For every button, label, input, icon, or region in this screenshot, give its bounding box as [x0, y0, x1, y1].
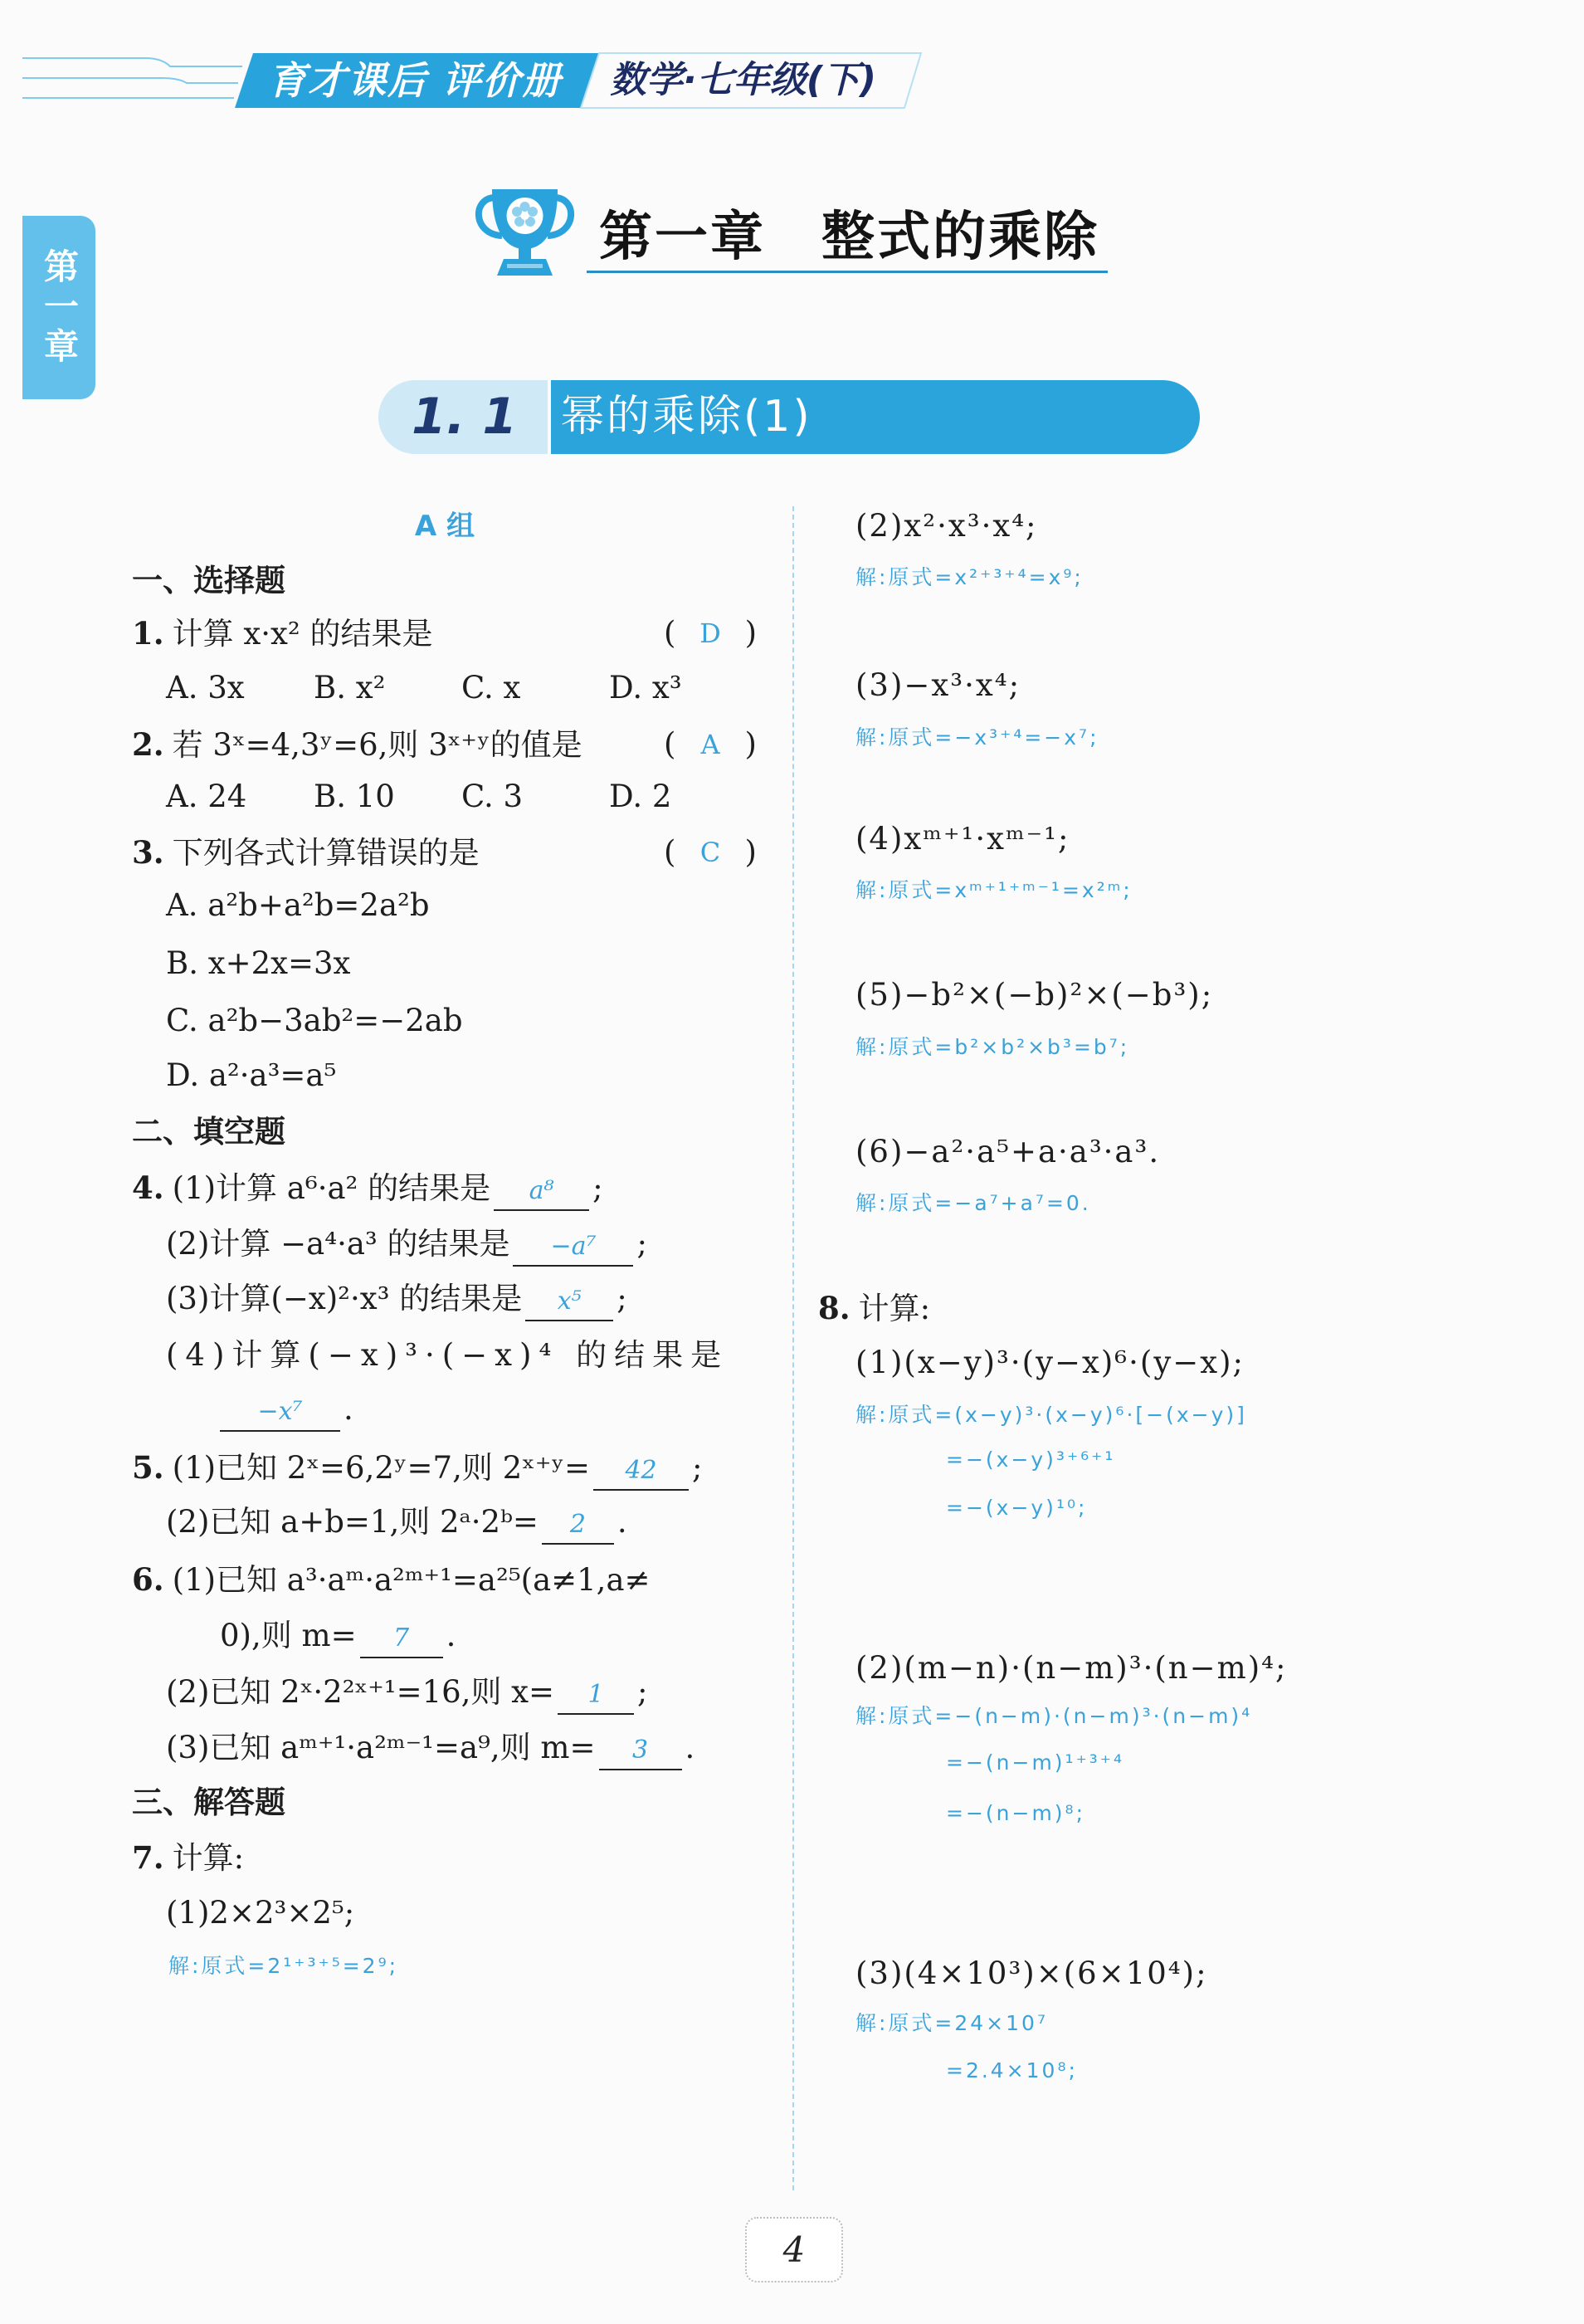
q6-item	[132, 1559, 651, 1600]
solution-line: 解:原式=x²⁺³⁺⁴=x⁹;	[855, 565, 1084, 589]
chapter-title: 第一章 整式的乘除	[599, 207, 1099, 268]
option: B. x²	[314, 670, 386, 706]
q6-item	[166, 1727, 695, 1769]
solution-line: =−(n−m)⁸;	[946, 1801, 1085, 1825]
option: D. 2	[609, 779, 672, 814]
q7-item: (3)−x³·x⁴;	[855, 667, 1021, 703]
option: B. x+2x=3x	[166, 945, 351, 981]
header-line	[22, 78, 238, 83]
answer-blank: −x⁷	[220, 1394, 340, 1432]
answer-blank: 2	[542, 1506, 614, 1545]
line-end: ;	[692, 1450, 703, 1486]
q1-stem	[132, 613, 433, 654]
question-text: 若 3ˣ=4,3ʸ=6,则 3ˣ⁺ʸ的值是	[172, 727, 582, 763]
solution-line: =−(x−y)¹⁰;	[946, 1496, 1088, 1520]
solution-line: 解:原式=2¹⁺³⁺⁵=2⁹;	[168, 1954, 399, 1978]
question-text: 下列各式计算错误的是	[172, 835, 480, 871]
option: D. x³	[609, 670, 682, 706]
question-text: (3)已知 aᵐ⁺¹·a²ᵐ⁻¹=a⁹,则 m=	[166, 1730, 596, 1765]
group-label: A 组	[414, 510, 475, 543]
series-title: 育才课后 评价册	[267, 58, 562, 103]
page-number: 4	[745, 2217, 843, 2282]
q1-answer: D	[699, 618, 721, 649]
q7-item: (1)2×2³×2⁵;	[166, 1895, 355, 1931]
paren-close: )	[744, 726, 757, 762]
answer-blank: 7	[360, 1620, 443, 1658]
option: B. 10	[314, 779, 395, 814]
q3-stem	[132, 832, 480, 873]
header-line	[22, 58, 242, 66]
solution-line: 解:原式=24×10⁷	[855, 2011, 1048, 2035]
q8-item: (3)(4×10³)×(6×10⁴);	[855, 1955, 1208, 1991]
q3-answer: C	[699, 837, 721, 868]
option: C. 3	[461, 779, 524, 814]
q2-answer: A	[700, 729, 720, 760]
line-end: .	[685, 1730, 695, 1765]
q1-options	[166, 667, 757, 709]
question-number: 1.	[132, 615, 164, 652]
paren-open: (	[664, 834, 676, 870]
section-number: 1. 1	[412, 388, 518, 446]
q2-options	[166, 776, 757, 818]
option: D. a²·a³=a⁵	[166, 1057, 337, 1093]
paren-open: (	[664, 726, 676, 762]
chapter-side-tab-label: 第一章	[39, 247, 80, 368]
trophy-base-band	[507, 264, 543, 268]
solution-line: =2.4×10⁸;	[946, 2058, 1078, 2082]
q2-stem	[132, 724, 582, 765]
question-text: 计算:	[858, 1291, 931, 1326]
answer-blank: 42	[593, 1452, 689, 1491]
question-text: (1)计算 a⁶·a² 的结果是	[172, 1170, 491, 1206]
q7-stem	[132, 1837, 244, 1878]
trophy-stem	[519, 248, 531, 260]
question-number: 2.	[132, 726, 164, 763]
answer-blank: x⁵	[525, 1283, 613, 1321]
solution-line: 解:原式=xᵐ⁺¹⁺ᵐ⁻¹=x²ᵐ;	[855, 878, 1133, 902]
option: C. x	[461, 670, 521, 706]
part-heading-fill: 二、填空题	[132, 1114, 285, 1150]
line-end: ;	[617, 1281, 627, 1316]
chapter-side-tab	[22, 216, 95, 399]
q8-stem	[818, 1287, 930, 1329]
trophy-icon	[469, 183, 581, 282]
option: A. 3x	[166, 670, 245, 706]
q5-item	[132, 1447, 703, 1488]
option: A. 24	[166, 779, 247, 814]
q7-item: (5)−b²×(−b)²×(−b³);	[855, 977, 1214, 1013]
line-end: ;	[637, 1674, 648, 1710]
option: C. a²b−3ab²=−2ab	[166, 1003, 463, 1038]
question-text: (1)已知 2ˣ=6,2ʸ=7,则 2ˣ⁺ʸ=	[172, 1450, 591, 1486]
q4-item	[132, 1167, 603, 1208]
question-number: 3.	[132, 834, 164, 871]
q6-item	[166, 1672, 648, 1713]
q6-item-continued	[220, 1615, 456, 1657]
solution-line: 解:原式=−a⁷+a⁷=0.	[855, 1191, 1091, 1215]
paren-close: )	[744, 615, 757, 651]
q8-item: (2)(m−n)·(n−m)³·(n−m)⁴;	[855, 1650, 1288, 1686]
question-number: 6.	[132, 1561, 164, 1598]
question-number: 5.	[132, 1449, 164, 1486]
q5-item	[166, 1501, 627, 1543]
line-end: .	[446, 1618, 456, 1653]
q3-answer-box	[664, 832, 757, 873]
line-end: .	[617, 1504, 627, 1540]
q4-item	[166, 1223, 647, 1265]
question-number: 8.	[818, 1290, 850, 1326]
solution-line: 解:原式=(x−y)³·(x−y)⁶·[−(x−y)]	[855, 1403, 1247, 1427]
question-text: (3)计算(−x)²·x³ 的结果是	[166, 1281, 523, 1316]
subject-title: 数学·七年级(下)	[610, 59, 876, 101]
question-text: (1)已知 a³·aᵐ·a²ᵐ⁺¹=a²⁵(a≠1,a≠	[172, 1562, 651, 1598]
question-number: 4.	[132, 1169, 164, 1206]
q7-item: (4)xᵐ⁺¹·xᵐ⁻¹;	[855, 821, 1070, 857]
question-text: (2)已知 2ˣ·2²ˣ⁺¹=16,则 x=	[166, 1674, 555, 1710]
q1-answer-box	[664, 613, 757, 654]
question-text: 计算:	[172, 1840, 245, 1876]
answer-blank: 3	[599, 1732, 682, 1770]
line-end: ;	[592, 1170, 603, 1206]
question-text: 0),则 m=	[220, 1618, 357, 1653]
answer-blank: a⁸	[494, 1173, 589, 1211]
q7-item: (2)x²·x³·x⁴;	[855, 508, 1038, 544]
solution-line: 解:原式=−(n−m)·(n−m)³·(n−m)⁴	[855, 1704, 1253, 1728]
chapter-title-underline	[587, 271, 1108, 273]
question-number: 7.	[132, 1839, 164, 1876]
column-divider	[792, 506, 794, 2190]
q4-item-continued	[217, 1389, 353, 1430]
q8-item: (1)(x−y)³·(y−x)⁶·(y−x);	[855, 1345, 1245, 1380]
part-heading-solve: 三、解答题	[132, 1784, 285, 1820]
solution-line: =−(n−m)¹⁺³⁺⁴	[946, 1750, 1125, 1775]
q4-item	[166, 1278, 627, 1320]
line-end: .	[344, 1391, 353, 1427]
question-text: (2)计算 −a⁴·a³ 的结果是	[166, 1226, 510, 1262]
q7-item: (6)−a²·a⁵+a·a³·a³.	[855, 1134, 1161, 1169]
question-text: (2)已知 a+b=1,则 2ᵃ·2ᵇ=	[166, 1504, 539, 1540]
paren-close: )	[744, 834, 757, 870]
solution-line: =−(x−y)³⁺⁶⁺¹	[946, 1448, 1116, 1472]
line-end: ;	[636, 1226, 647, 1262]
answer-blank: −a⁷	[513, 1228, 633, 1267]
q4-item: (4)计算(−x)³·(−x)⁴ 的结果是	[166, 1337, 729, 1373]
answer-blank: 1	[558, 1677, 634, 1715]
solution-line: 解:原式=b²×b²×b³=b⁷;	[855, 1035, 1130, 1059]
paren-open: (	[664, 615, 676, 651]
q2-answer-box	[664, 724, 757, 765]
question-text: 计算 x·x² 的结果是	[172, 616, 433, 652]
part-heading-choice: 一、选择题	[132, 563, 285, 598]
solution-line: 解:原式=−x³⁺⁴=−x⁷;	[855, 725, 1099, 749]
option: A. a²b+a²b=2a²b	[166, 887, 430, 923]
section-title: 幂的乘除(1)	[561, 392, 812, 442]
